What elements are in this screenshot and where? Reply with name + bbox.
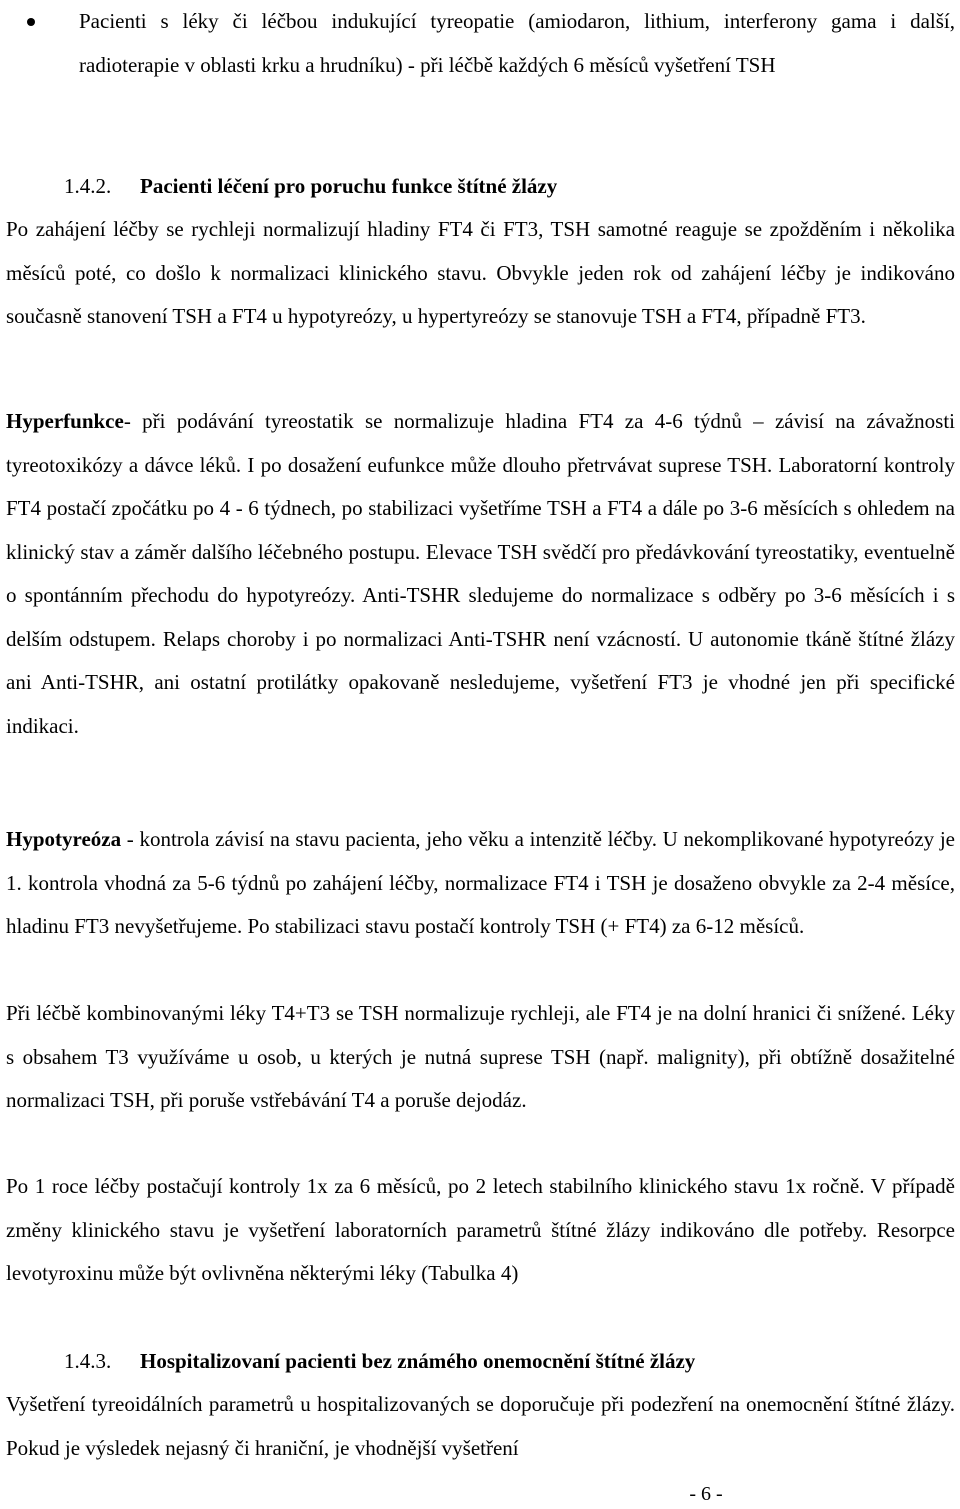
hypotyreoza-paragraph xyxy=(6,818,955,949)
page-number-text: - 6 - xyxy=(689,1483,723,1505)
section-heading-1-4-2 xyxy=(64,165,944,209)
hypotyreoza-label: Hypotyreóza xyxy=(6,827,122,851)
po-roce-paragraph: Po 1 roce léčby postačují kontroly 1x za 6 měsíců, po 2 letech stabilního klinického stavu 1x ročně. V případě změny klinického stavu je vyšetření laboratorních parametrů štítné žlázy indikováno dle potřeby. Resorpce levotyroxinu může být ovlivněna některými léky (Tabulka 4) xyxy=(6,1174,955,1285)
section-1-4-3-paragraph: Vyšetření tyreoidálních parametrů u hospitalizovaných se doporučuje při podezření na onemocnění štítné žlázy. Pokud je výsledek nejasný či hraniční, je vhodnější vyšetření xyxy=(6,1392,955,1460)
section-number: 1.4.3. xyxy=(64,1349,112,1373)
hypotyreoza-text: - kontrola závisí na stavu pacienta, jeho věku a intenzitě léčby. U nekomplikované hypotyreózy je 1. kontrola vhodná za 5-6 týdnů po zahájení léčby, normalizace FT4 i TSH je dosaženo obvykle za 2-4 měsíce, hladinu FT3 nevyšetřujeme. Po stabilizaci stavu postačí kontroly TSH (+ FT4) za 6-12 měsíců. xyxy=(6,827,955,938)
page-number xyxy=(0,1482,960,1506)
hyperfunkce-text: - při podávání tyreostatik se normalizuje hladina FT4 za 4-6 týdnů – závisí na závažnosti tyreotoxikózy a dávce léků. I po dosažení eufunkce může dlouho přetrvávat suprese TSH. Laboratorní kontroly FT4 postačí zpočátku po 4 - 6 týdnech, po stabilizaci vyšetříme TSH a FT4 a dále po 3-6 měsících s ohledem na klinický stav a záměr dalšího léčebného postupu. Elevace TSH svědčí pro předávkování tyreostatiky, eventuelně o spontánním přechodu do hypotyreózy. Anti-TSHR sledujeme do normalizace s odběry po 3-6 měsících i s delším odstupem. Relaps choroby i po normalizaci Anti-TSHR není vzácností. U autonomie tkáně štítné žlázy ani Anti-TSHR, ani ostatní protilátky opakovaně nesledujeme, vyšetření FT3 je vhodné jen při specifické indikaci. xyxy=(6,409,955,738)
section-heading-1-4-3 xyxy=(64,1340,944,1384)
section-title: Hospitalizovaní pacienti bez známého onemocnění štítné žlázy xyxy=(140,1349,696,1373)
hyperfunkce-paragraph xyxy=(6,400,955,748)
section-1-4-2-paragraph: Po zahájení léčby se rychleji normalizují hladiny FT4 či FT3, TSH samotné reaguje se zpožděním i několika měsíců poté, co došlo k normalizaci klinického stavu. Obvykle jeden rok od zahájení léčby je indikováno současně stanovení TSH a FT4 u hypotyreózy, u hypertyreózy se stanovuje TSH a FT4, případně FT3. xyxy=(6,217,955,328)
bullet-icon xyxy=(27,18,35,26)
bullet-text: Pacienti s léky či léčbou indukující tyreopatie (amiodaron, lithium, interferony gama i další, radioterapie v oblasti krku a hrudníku) - při léčbě každých 6 měsíců vyšetření TSH xyxy=(79,9,955,77)
section-title: Pacienti léčení pro poruchu funkce štítné žlázy xyxy=(140,174,558,198)
hyperfunkce-label: Hyperfunkce xyxy=(6,409,124,433)
kombinace-paragraph: Při léčbě kombinovanými léky T4+T3 se TSH normalizuje rychleji, ale FT4 je na dolní hranici či snížené. Léky s obsahem T3 využíváme u osob, u kterých je nutná suprese TSH (např. malignity), při obtížně dosažitelné normalizaci TSH, při poruše vstřebávání T4 a poruše dejodáz. xyxy=(6,1001,955,1112)
section-number: 1.4.2. xyxy=(64,174,112,198)
